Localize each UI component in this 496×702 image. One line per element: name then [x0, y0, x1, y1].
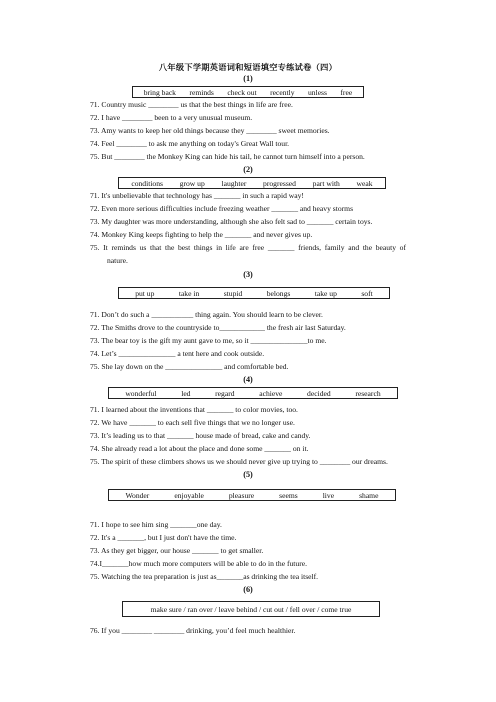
- question-line: 72. It's a _______, but I just don't have the time.: [90, 533, 237, 542]
- section-6-word-box: [122, 601, 380, 617]
- word-option: take up: [314, 288, 337, 298]
- section-4-heading: (4): [243, 375, 253, 384]
- question-line: 75. Watching the tea preparation is just as_______as drinking the tea itself.: [90, 572, 319, 581]
- section-3-heading: (3): [243, 270, 253, 279]
- question-line: 71. I hope to see him sing _______one day.: [90, 520, 222, 529]
- question-line: 76. If you ________ ________ drinking, you’d feel much healthier.: [90, 626, 296, 635]
- question-line: 72. We have _______ to each sell five things that we no longer use.: [90, 418, 295, 427]
- word-option: Wonder: [125, 490, 150, 500]
- word-option: reminds: [189, 87, 214, 97]
- question-line: 74. She already read a lot about the place and done some _______ on it.: [90, 444, 309, 453]
- word-option: make sure / ran over / leave behind / cut out / fell over / come true: [150, 604, 352, 614]
- question-line: 73. My daughter was more understanding, although she also felt sad to _______ certain toys.: [90, 217, 373, 226]
- word-option: grow up: [179, 178, 205, 188]
- word-option: conditions: [131, 178, 163, 188]
- question-line: 74.I_______how much more computers will be able to do in the future.: [90, 559, 308, 568]
- section-4-word-box: [108, 387, 398, 399]
- question-line: 73. As they get bigger, our house _______ to get smaller.: [90, 546, 264, 555]
- word-option: belongs: [266, 288, 291, 298]
- question-line: 72. I have ________ been to a very unusual museum.: [90, 113, 253, 122]
- word-option: put up: [135, 288, 155, 298]
- word-option: bring back: [143, 87, 176, 97]
- page-title: 八年级下学期英语词和短语填空专练试卷（四）: [158, 63, 338, 72]
- question-line: 73. The bear toy is the gift my aunt gave to me, so it _______________to me.: [90, 336, 327, 345]
- section-6-heading: (6): [243, 585, 253, 594]
- word-option: shame: [359, 490, 379, 500]
- section-3-word-box: [118, 287, 390, 299]
- word-option: progressed: [263, 178, 296, 188]
- question-line: 71. Country music ________ us that the best things in life are free.: [90, 100, 293, 109]
- word-option: achieve: [259, 388, 283, 398]
- word-option: recently: [270, 87, 295, 97]
- question-line: 73. Amy wants to keep her old things because they ________ sweet memories.: [90, 126, 330, 135]
- section-2-heading: (2): [243, 165, 253, 174]
- word-option: soft: [361, 288, 373, 298]
- word-option: unless: [307, 87, 327, 97]
- section-2-word-box: [118, 177, 386, 189]
- word-option: enjoyable: [174, 490, 204, 500]
- word-option: pleasure: [228, 490, 255, 500]
- word-option: check out: [227, 87, 257, 97]
- question-line: 71. I learned about the inventions that _______ to color movies, too.: [90, 405, 298, 414]
- question-line: 72. The Smiths drove to the countryside to____________ the fresh air last Saturday.: [90, 323, 346, 332]
- word-option: live: [322, 490, 335, 500]
- question-line: 71. It's unbelievable that technology has _______ in such a rapid way!: [90, 191, 304, 200]
- section-5-word-box: [108, 489, 396, 501]
- question-line: 75. The spirit of these climbers shows us we should never give up trying to ________ our dreams.: [90, 457, 388, 466]
- question-line: 74. Monkey King keeps fighting to help the _______ and never gives up.: [90, 230, 313, 239]
- word-option: laughter: [221, 178, 247, 188]
- section-1-heading: (1): [243, 74, 253, 83]
- word-option: led: [181, 388, 191, 398]
- question-line: 74. Feel ________ to ask me anything on today's Great Wall tour.: [90, 139, 290, 148]
- question-line: 74. Let’s _______________ a tent here and cook outside.: [90, 349, 265, 358]
- word-option: free: [340, 87, 353, 97]
- word-option: stupid: [223, 288, 243, 298]
- word-option: wonderful: [125, 388, 157, 398]
- question-line: 75. It reminds us that the best things in life are free _______ friends, family and the beauty of: [90, 243, 406, 252]
- question-line: 73. It’s leading us to that _______ house made of bread, cake and candy.: [90, 431, 311, 440]
- question-line: 72. Even more serious difficulties include freezing weather _______ and heavy storms: [90, 204, 354, 213]
- word-option: regard: [215, 388, 235, 398]
- section-1-word-box: [132, 86, 364, 98]
- word-option: part with: [312, 178, 340, 188]
- question-line: 75. But ________ the Monkey King can hide his tail, he cannot turn himself into a person.: [90, 152, 365, 161]
- question-line-continuation: nature.: [107, 256, 128, 265]
- word-option: take in: [178, 288, 200, 298]
- word-option: research: [355, 388, 381, 398]
- word-option: decided: [307, 388, 331, 398]
- section-5-heading: (5): [243, 470, 253, 479]
- question-line: 71. Don’t do such a ___________ thing again. You should learn to be clever.: [90, 310, 323, 319]
- question-line: 75. She lay down on the _______________ and comfortable bed.: [90, 362, 289, 371]
- word-option: seems: [279, 490, 298, 500]
- word-option: weak: [356, 178, 373, 188]
